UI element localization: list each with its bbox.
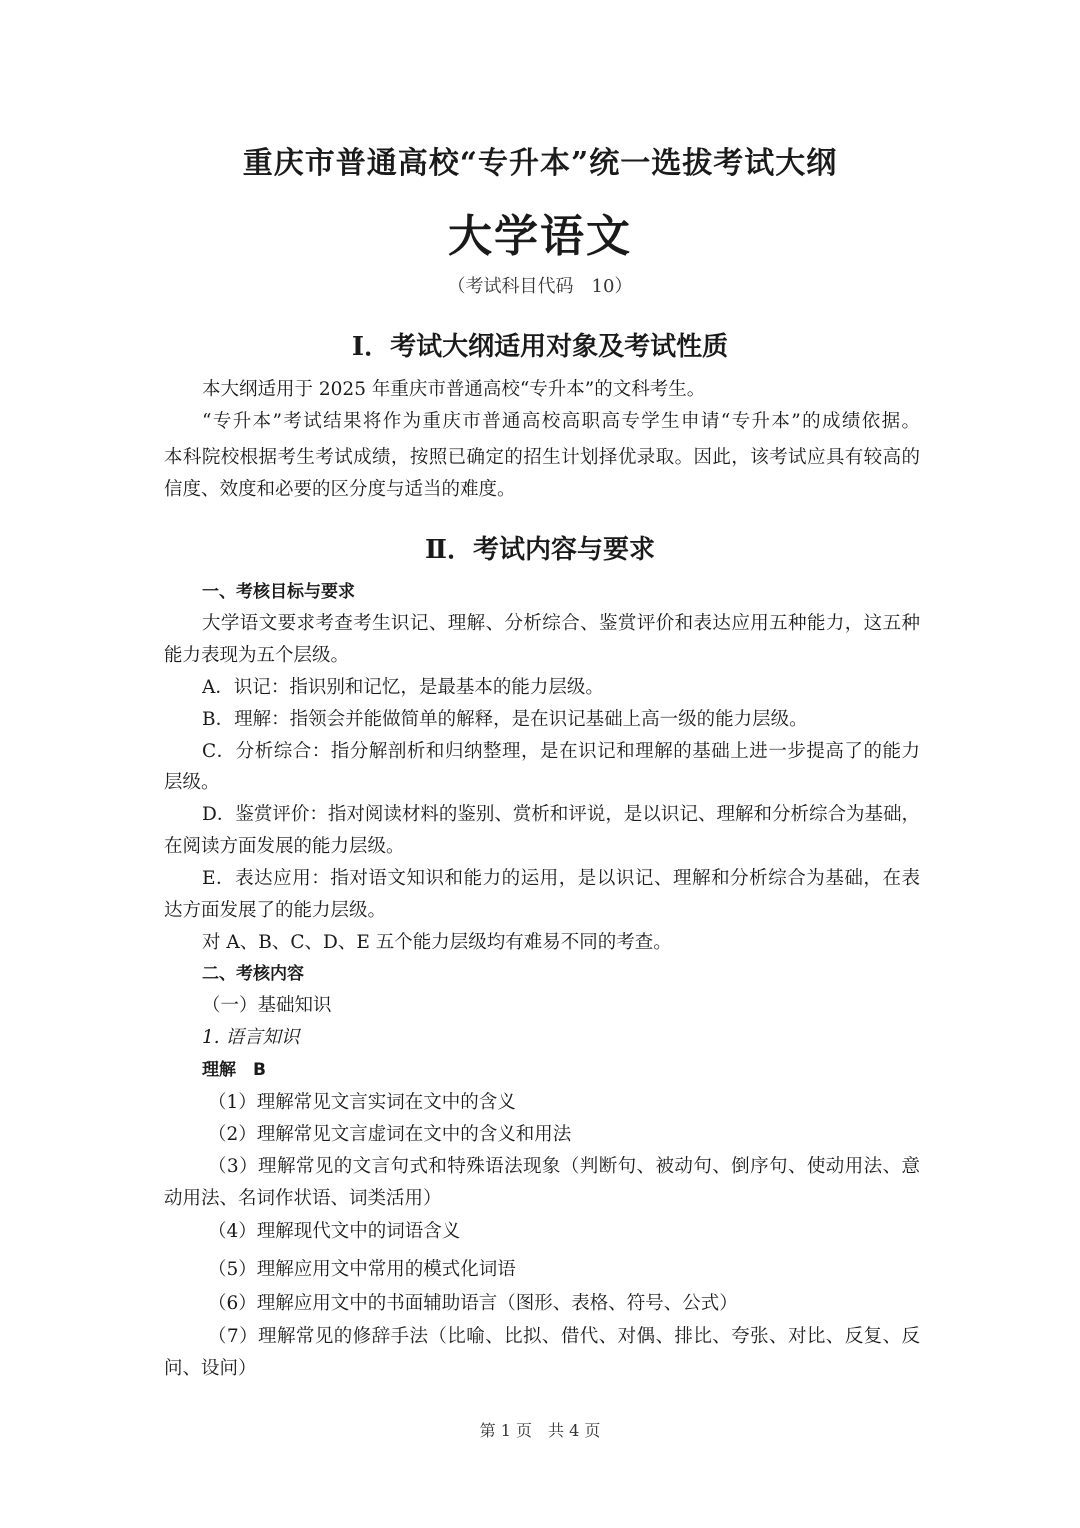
section-heading-2: Ⅱ．考试内容与要求 — [425, 535, 655, 565]
section-heading-1: Ⅰ．考试大纲适用对象及考试性质 — [351, 332, 729, 362]
subheading-content: 二、考核内容 — [202, 964, 304, 984]
paragraph-line: 层级。 — [164, 772, 220, 793]
list-item: （5）理解应用文中常用的模式化词语 — [208, 1259, 516, 1280]
item-language-knowledge: 1. 语言知识 — [202, 1027, 300, 1048]
paragraph-line: 信度、效度和必要的区分度与适当的难度。 — [164, 479, 516, 500]
list-item-continued: 动用法、名词作状语、词类活用） — [164, 1188, 442, 1209]
list-item: （2）理解常见文言虚词在文中的含义和用法 — [208, 1124, 572, 1145]
subject-title: 大学语文 — [448, 211, 632, 262]
list-item: （3）理解常见的文言句式和特殊语法现象（判断句、被动句、倒序句、使动用法、意 — [208, 1156, 920, 1177]
page-number: 第 1 页 共 4 页 — [479, 1421, 601, 1440]
paragraph-line: “专升本”考试结果将作为重庆市普通高校高职高专学生申请“专升本”的成绩依据。 — [202, 411, 920, 432]
document-title: 重庆市普通高校“专升本”统一选拔考试大纲 — [242, 146, 838, 181]
paragraph-line: 达方面发展了的能力层级。 — [164, 900, 387, 921]
paragraph-line: 对 A、B、C、D、E 五个能力层级均有难易不同的考查。 — [202, 932, 672, 953]
subject-code: （考试科目代码 10） — [447, 276, 633, 297]
level-label: 理解 B — [202, 1060, 266, 1080]
level-c: C．分析综合：指分解剖析和归纳整理，是在识记和理解的基础上进一步提高了的能力 — [202, 741, 920, 762]
paragraph-line: 本科院校根据考生考试成绩，按照已确定的招生计划择优录取。因此，该考试应具有较高的 — [164, 447, 920, 468]
list-item: （4）理解现代文中的词语含义 — [208, 1221, 461, 1242]
level-b: B．理解：指领会并能做简单的解释，是在识记基础上高一级的能力层级。 — [202, 709, 808, 730]
list-item: （6）理解应用文中的书面辅助语言（图形、表格、符号、公式） — [208, 1293, 738, 1314]
paragraph-line: 本大纲适用于 2025 年重庆市普通高校“专升本”的文科考生。 — [202, 379, 706, 400]
paragraph-line: 大学语文要求考查考生识记、理解、分析综合、鉴赏评价和表达应用五种能力，这五种 — [202, 613, 920, 634]
paragraph-line: 能力表现为五个层级。 — [164, 645, 350, 666]
level-e: E．表达应用：指对语文知识和能力的运用，是以识记、理解和分析综合为基础，在表 — [202, 868, 920, 889]
level-d: D．鉴赏评价：指对阅读材料的鉴别、赏析和评说，是以识记、理解和分析综合为基础， — [202, 804, 920, 825]
list-item: （7）理解常见的修辞手法（比喻、比拟、借代、对偶、排比、夸张、对比、反复、反 — [208, 1326, 920, 1347]
list-item: （1）理解常见文言实词在文中的含义 — [208, 1092, 516, 1113]
list-item-continued: 问、设问） — [164, 1358, 257, 1379]
subheading-basics: （一）基础知识 — [202, 995, 332, 1016]
level-a: A．识记：指识别和记忆，是最基本的能力层级。 — [202, 677, 604, 698]
subheading-goals: 一、考核目标与要求 — [202, 582, 355, 602]
paragraph-line: 在阅读方面发展的能力层级。 — [164, 836, 405, 857]
